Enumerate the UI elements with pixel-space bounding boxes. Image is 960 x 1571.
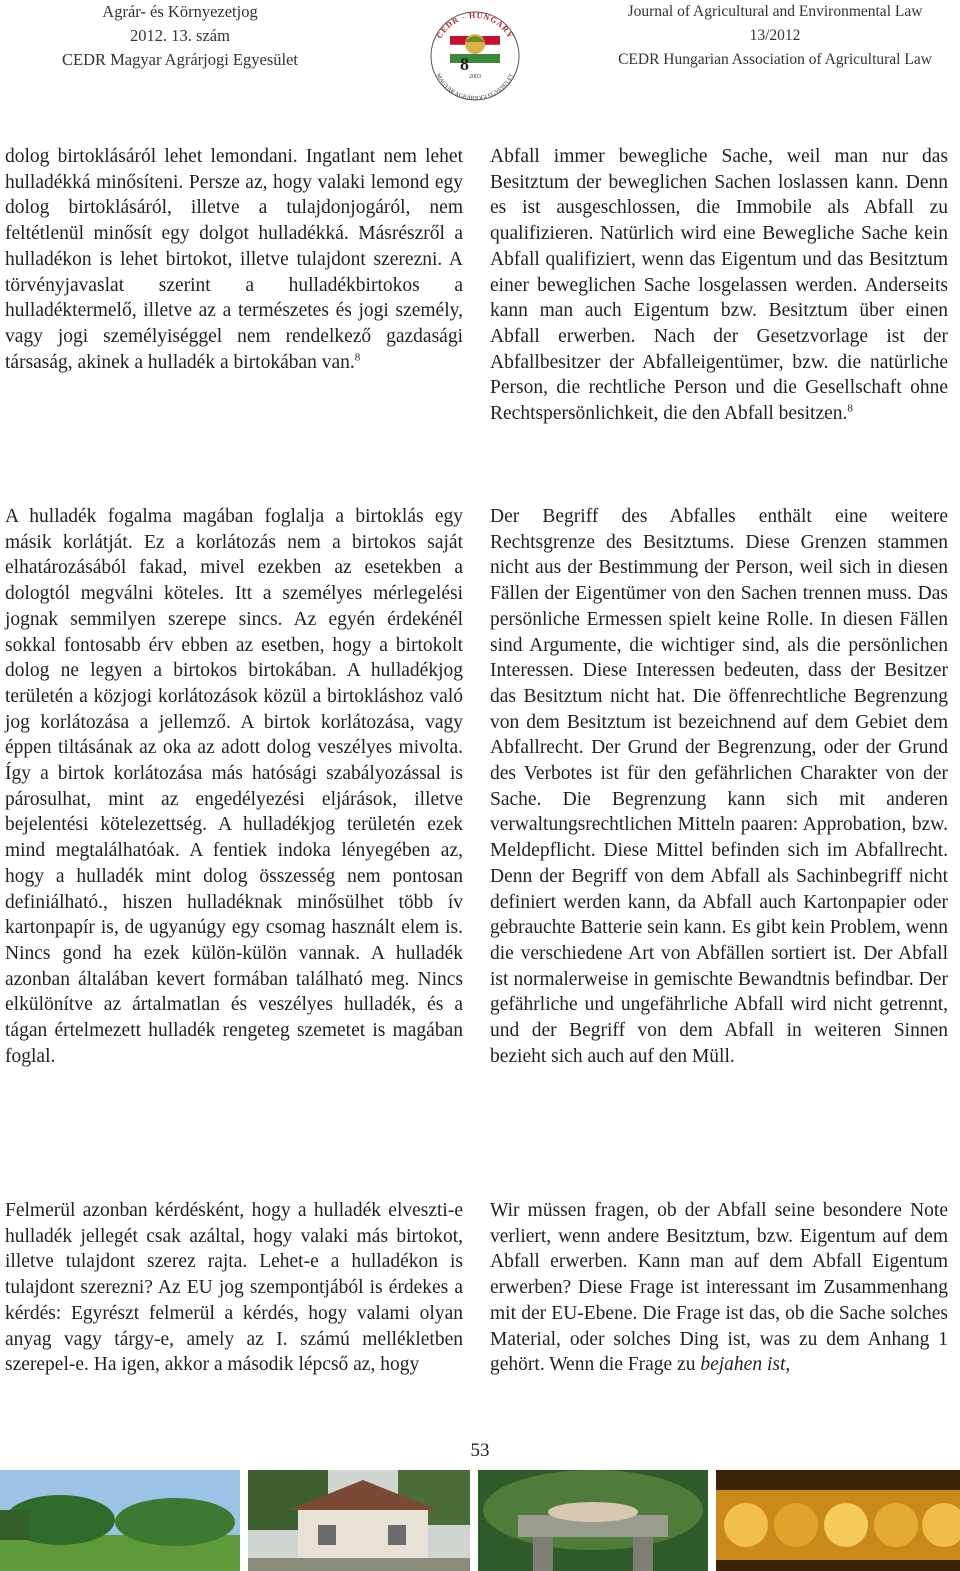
landscape-photo [0, 1470, 240, 1571]
right-paragraph-1 [490, 144, 948, 427]
header-right [610, 0, 940, 72]
publisher-hu: CEDR Magyar Agrárjogi Egyesület [62, 50, 298, 69]
italic-tail: bejahen ist, [700, 1354, 791, 1376]
left-paragraph-1 [5, 144, 463, 375]
right-paragraph-3 [490, 1198, 948, 1378]
footer-photo-strip [0, 1470, 960, 1571]
left-paragraph-2-text: A hulladék fogalma magában foglalja a birtoklás egy másik korlátját. Ez a korlátozás nem a birtokos saját elhatározásából fakad, mivel ezekben az esetekben a dologtól megválni köteles. Itt a személyes mérlegelési jognak semmilyen szerepe sincs. Az egyén érdekénél sokkal fontosabb érv ebben az esetben, hogy a birtokolt dolog ne legyen a birtokos birtokában. A hulladékjog területén a közjogi korlátozások közül a birtokláshoz való jog korlátozása a jellemző. A birtok korlátozása, vagy éppen tiltásának az oka az adott dolog veszélyes mivolta. Így a birtok korlátozása más hatósági szabályozással is párosulhat, mint az engedélyezési eljárások, illetve bejelentési kötelezettség. A hulladékjog területén ezek mind megtalálhatóak. A fentiek indoka lényegében az, hogy a hulladék mint dolog összesség nem pontosan definiálható., hiszen hulladéknak minősülhet több ív kartonpapír is, de ugyanúgy egy csomag használt elem is. Nincs gond ha ezek külön-külön vannak. A hulladék azonban általában kevert formában található meg. Nincs elkülönítve az ártalmatlan és veszélyes hulladék, és a tágan értelmezett hulladék rengeteg szemetet is magában foglal. [5, 506, 463, 1067]
page-number: 53 [470, 1440, 490, 1461]
right-paragraph-2 [490, 504, 948, 1069]
footnote-ref[interactable]: 8 [847, 402, 853, 415]
logo-bottom-text: MAGYAR AGRÁRJOGI EGYESÜLET [434, 72, 516, 103]
left-paragraph-2 [5, 504, 463, 1069]
stone-bench-photo [478, 1470, 708, 1571]
issue-hu: 2012. 13. szám [130, 26, 230, 45]
journal-title-hu: Agrár- és Környezetjog [102, 2, 258, 21]
house-photo [248, 1470, 470, 1571]
left-paragraph-3 [5, 1198, 463, 1378]
footnote-ref[interactable]: 8 [354, 351, 361, 364]
journal-title-en: Journal of Agricultural and Environmental Law [627, 3, 923, 20]
bottles-photo [716, 1470, 960, 1571]
right-paragraph-1-text: Abfall immer bewegliche Sache, weil man nur das Besitztum der beweglichen Sachen loslassen kann. Denn es ist ausgeschlossen, die Immobile als Abfall zu qualifizieren. Natürlich wird eine Bewegliche Sache kein Abfall qualifiziert, wenn das Eigentum und das Besitztum einer beweglichen Sache losgelassen werden. Anderseits kann man auch Eigentum bzw. Besitztum über einen Abfall erwerben. Nach der Gesetzvorlage ist der Abfallbesitzer der Abfalleigentümer, bzw. die natürliche Person, die rechtliche Person und die Gesellschaft ohne Rechtspersönlichkeit, die den Abfall besitzen. [490, 146, 948, 425]
logo-year: 2003 [469, 74, 481, 80]
cedr-hungary-logo [420, 4, 530, 104]
header-left [40, 0, 320, 72]
left-paragraph-3-text: Felmerül azonban kérdésként, hogy a hulladék elveszti-e hulladék jellegét csak azáltal, hogy valaki más birtokot, illetve tulajdont szerez rajta. Lehet-e a hulladékon is tulajdont szerezni? Az EU jog szempontjából is érdekes a kérdés: Egyrészt felmerül a kérdés, hogy valami olyan anyag vagy tárgy-e, amely az I. számú mellékletben szerepel-e. Ha igen, akkor a második lépcső az, hogy [5, 1200, 463, 1376]
publisher-en: CEDR Hungarian Association of Agricultural Law [618, 51, 932, 68]
left-paragraph-1-text: dolog birtoklásáról lehet lemondani. Ingatlant nem lehet hulladékká minősíteni. Persze az, hogy valaki lemond egy dolog birtoklásáról, illetve a tulajdonjogáról, nem feltétlenül minősít egy dolgot hulladékká. Másrészről a hulladékon is lehet birtokot, illetve tulajdont szerezni. A törvényjavaslat szerint a hulladékbirtokos a hulladéktermelő, illetve az a természetes és jogi személy, vagy jogi személyiséggel nem rendelkező gazdasági társaság, akinek a hulladék a birtokában van. [5, 146, 463, 373]
logo-top-text: CEDR - HUNGARY [434, 10, 516, 41]
right-paragraph-2-text: Der Begriff des Abfalles enthält eine weitere Rechtsgrenze des Besitztums. Diese Grenzen stammen nicht aus der Bestimmung der Person, weil sich in diesen Fällen der Eigentümer von den Sachen trennen muss. Das persönliche Ermessen spielt keine Rolle. In diesen Fällen sind Argumente, die wichtiger sind, als die persönlichen Interessen. Diese Interessen bedeuten, dass der Besitzer das Besitztum nicht hat. Die öffenrechtliche Begrenzung von dem Besitztum ist bezeichnend auf dem Gebiet dem Abfallrecht. Der Grund der Begrenzung, oder der Grund des Verbotes ist für den gefährlichen Charakter von der Sache. Die Begrenzung kann sich mit anderen verwaltungsrechtlichen Mitteln paaren: Approbation, bzw. Meldepflicht. Diese Mittel befinden sich im Abfallrecht. Denn der Begriff von dem Abfall als Sachinbegriff nicht definiert werden kann, da Abfall auch Kartonpapier oder gebrauchte Batterie sein kann. Es gibt kein Problem, wenn die verschiedene Art von Abfällen sortiert ist. Der Abfall ist normalerweise in gemischte Bewandtnis befindbar. Der gefährliche und ungefährliche Abfall wird nicht getrennt, und der Begriff von dem Abfall in weiteren Sinnen bezieht sich auch auf den Müll. [490, 506, 948, 1067]
right-paragraph-3-text: Wir müssen fragen, ob der Abfall seine besondere Note verliert, wenn andere Besitztum, bzw. Eigentum auf dem Abfall erwerben. Kann man auf dem Abfall Eigentum erwerben? Diese Frage ist interessant im Zusammenhang mit der EU-Ebene. Die Frage ist das, ob die Sache solches Material, oder solches Ding ist, was zu dem Anhang 1 gehört. Wenn die Frage zu [490, 1200, 948, 1376]
issue-en: 13/2012 [749, 27, 801, 44]
svg-text:8: 8 [460, 54, 469, 74]
